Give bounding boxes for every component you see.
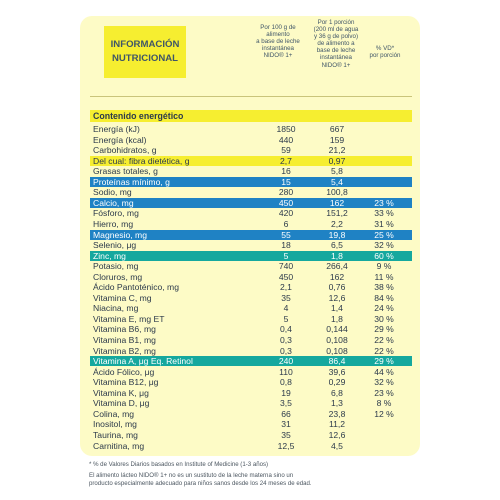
per-portion-value: 1,4 bbox=[331, 303, 343, 314]
per-100g-value: 19 bbox=[281, 387, 291, 398]
nutrient-label: Vitamina K, μg bbox=[93, 387, 149, 398]
per-100g-value: 440 bbox=[278, 134, 294, 145]
dv-percent: 11 % bbox=[374, 271, 394, 282]
table-row bbox=[90, 419, 412, 429]
per-portion-value: 39,6 bbox=[328, 366, 346, 377]
table-row bbox=[90, 156, 412, 166]
table-row bbox=[90, 230, 412, 240]
per-portion-value: 0,108 bbox=[326, 345, 348, 356]
per-100g-value: 110 bbox=[279, 366, 293, 377]
col1-header-line: NIDO® 1+ bbox=[263, 52, 293, 60]
per-portion-value: 5,4 bbox=[331, 176, 343, 187]
nutrient-label: Selenio, μg bbox=[93, 240, 137, 251]
per-portion-value: 19,8 bbox=[328, 229, 346, 240]
col3-header-line: por porción bbox=[369, 52, 401, 60]
per-portion-value: 86,4 bbox=[328, 356, 346, 367]
dv-percent: 32 % bbox=[374, 377, 394, 388]
per-100g-value: 3,5 bbox=[280, 398, 292, 409]
nutrient-label: Sodio, mg bbox=[93, 187, 132, 198]
column-header-dv bbox=[360, 45, 410, 59]
per-100g-value: 59 bbox=[281, 145, 291, 156]
per-portion-value: 159 bbox=[329, 134, 345, 145]
dv-percent: 12 % bbox=[374, 408, 394, 419]
table-row bbox=[90, 124, 412, 134]
per-100g-value: 18 bbox=[281, 240, 291, 251]
nutrient-label: Potasio, mg bbox=[93, 261, 139, 272]
table-row bbox=[90, 198, 412, 208]
table-row bbox=[90, 303, 412, 313]
table-row bbox=[90, 293, 412, 303]
per-100g-value: 2,7 bbox=[280, 155, 292, 166]
table-row bbox=[90, 251, 412, 261]
col2-header-line: (200 ml de agua bbox=[313, 26, 359, 34]
nutrient-label: Vitamina D, μg bbox=[93, 398, 150, 409]
per-100g-value: 12,5 bbox=[277, 440, 295, 451]
table-row bbox=[90, 135, 412, 145]
nutrient-label: Vitamina B12, μg bbox=[93, 377, 159, 388]
col1-header-line: instantánea bbox=[262, 45, 294, 53]
nutrient-label: Cloruros, mg bbox=[93, 271, 143, 282]
header-divider bbox=[90, 96, 412, 97]
per-portion-value: 12,6 bbox=[328, 429, 346, 440]
col1-header-line: Por 100 g de bbox=[260, 24, 296, 31]
col1-header-line: a base de leche bbox=[256, 38, 300, 46]
nutrient-label: Colina, mg bbox=[93, 408, 135, 419]
disclaimer-line-1: El alimento lácteo NIDO® 1+ no es un sustituto de la leche materna sino un bbox=[89, 472, 294, 479]
dv-percent: 22 % bbox=[374, 345, 394, 356]
nutrient-label: Vitamina A, μg Eq. Retinol bbox=[93, 356, 193, 367]
dv-percent: 29 % bbox=[374, 356, 394, 367]
dv-percent: 60 % bbox=[374, 250, 394, 261]
per-portion-value: 100,8 bbox=[326, 187, 348, 198]
table-row bbox=[90, 356, 412, 366]
nutrient-label: Energía (kJ) bbox=[93, 124, 140, 134]
per-100g-value: 0,4 bbox=[280, 324, 292, 335]
nutrient-label: Inositol, mg bbox=[93, 419, 137, 430]
table-row bbox=[90, 240, 412, 250]
per-100g-value: 420 bbox=[278, 208, 294, 219]
per-portion-value: 23,8 bbox=[328, 408, 346, 419]
per-portion-value: 6,8 bbox=[331, 387, 343, 398]
col3-header-line: % VD* bbox=[375, 45, 395, 52]
per-100g-value: 1850 bbox=[276, 124, 296, 134]
per-portion-value: 162 bbox=[329, 271, 345, 282]
dv-percent: 23 % bbox=[374, 197, 394, 208]
per-portion-value: 12,6 bbox=[328, 292, 346, 303]
dv-percent: 44 % bbox=[374, 366, 394, 377]
column-header-per-portion bbox=[306, 19, 366, 69]
table-row bbox=[90, 409, 412, 419]
per-100g-value: 16 bbox=[281, 166, 291, 177]
table-row bbox=[90, 166, 412, 176]
nutrient-label: Fósforo, mg bbox=[93, 208, 139, 219]
per-100g-value: 0,3 bbox=[280, 345, 292, 356]
per-portion-value: 667 bbox=[329, 124, 345, 134]
per-100g-value: 5 bbox=[283, 250, 289, 261]
col2-header-line: instantánea bbox=[320, 54, 352, 62]
nutrient-label: Grasas totales, g bbox=[93, 166, 158, 177]
per-100g-value: 450 bbox=[278, 271, 294, 282]
nutrient-label: Energía (kcal) bbox=[93, 134, 147, 145]
nutrient-label: Del cual: fibra dietética, g bbox=[93, 155, 190, 166]
per-100g-value: 280 bbox=[278, 187, 294, 198]
table-row bbox=[90, 346, 412, 356]
nutrient-label: Hierro, mg bbox=[93, 218, 134, 229]
table-row bbox=[90, 441, 412, 451]
table-row bbox=[90, 377, 412, 387]
title-line-2: NUTRICIONAL bbox=[111, 53, 179, 64]
dv-percent: 25 % bbox=[374, 229, 394, 240]
nutrient-label: Calcio, mg bbox=[93, 197, 134, 208]
nutrient-label: Ácido Fólico, μg bbox=[93, 366, 155, 377]
column-header-per-100g bbox=[248, 24, 308, 59]
per-100g-value: 66 bbox=[281, 408, 291, 419]
per-100g-value: 31 bbox=[281, 419, 291, 430]
per-100g-value: 740 bbox=[278, 261, 294, 272]
per-100g-value: 15 bbox=[281, 176, 291, 187]
per-portion-value: 2,2 bbox=[331, 218, 343, 229]
col2-header-line: y 36 g de polvo) bbox=[313, 33, 359, 41]
title-box bbox=[104, 26, 186, 78]
per-portion-value: 6,5 bbox=[331, 240, 343, 251]
dv-percent: 31 % bbox=[374, 218, 394, 229]
per-100g-value: 2,1 bbox=[280, 282, 292, 293]
nutrient-label: Carnitina, mg bbox=[93, 440, 145, 451]
dv-percent: 8 % bbox=[376, 398, 392, 409]
per-100g-value: 5 bbox=[283, 313, 289, 324]
dv-percent: 30 % bbox=[374, 313, 394, 324]
nutrient-label: Vitamina C, mg bbox=[93, 292, 152, 303]
per-portion-value: 1,8 bbox=[331, 313, 343, 324]
nutrient-label: Proteínas mínimo, g bbox=[93, 176, 170, 187]
per-portion-value: 0,97 bbox=[328, 155, 346, 166]
per-100g-value: 35 bbox=[281, 429, 291, 440]
per-portion-value: 0,144 bbox=[326, 324, 348, 335]
table-row bbox=[90, 145, 412, 155]
title-line-1: INFORMACIÓN bbox=[110, 39, 180, 50]
table-row bbox=[90, 398, 412, 408]
per-100g-value: 450 bbox=[278, 197, 294, 208]
dv-percent: 29 % bbox=[374, 324, 394, 335]
table-row bbox=[90, 177, 412, 187]
table-row bbox=[90, 219, 412, 229]
col2-header-line: NIDO® 1+ bbox=[321, 61, 351, 69]
dv-percent: 32 % bbox=[374, 240, 394, 251]
per-100g-value: 35 bbox=[281, 292, 291, 303]
nutrient-label: Zinc, mg bbox=[93, 250, 126, 261]
dv-percent: 24 % bbox=[374, 303, 394, 314]
per-100g-value: 4 bbox=[283, 303, 289, 314]
per-100g-value: 0,3 bbox=[280, 335, 292, 345]
per-100g-value: 0,8 bbox=[280, 377, 292, 388]
section-title: Contenido energético bbox=[93, 111, 184, 121]
nutrient-label: Vitamina E, mg ET bbox=[93, 313, 165, 324]
table-row bbox=[90, 208, 412, 218]
per-portion-value: 5,8 bbox=[331, 166, 343, 177]
dv-percent: 22 % bbox=[374, 335, 394, 345]
per-portion-value: 4,5 bbox=[331, 440, 343, 451]
per-100g-value: 6 bbox=[283, 218, 289, 229]
col2-header-line: Por 1 porción bbox=[317, 19, 355, 26]
dv-percent: 84 % bbox=[374, 292, 394, 303]
table-row bbox=[90, 335, 412, 345]
per-portion-value: 21,2 bbox=[328, 145, 346, 156]
col1-header-line: alimento bbox=[266, 31, 290, 39]
disclaimer-line-2: producto especialmente adecuado para niños sanos desde los 24 meses de edad. bbox=[89, 480, 312, 487]
per-portion-value: 0,108 bbox=[326, 335, 348, 345]
footnote: * % de Valores Diarios basados en Institute of Medicine (1-3 años) bbox=[89, 461, 269, 468]
dv-percent: 33 % bbox=[374, 208, 394, 219]
section-header bbox=[90, 110, 412, 122]
nutrient-label: Ácido Pantoténico, mg bbox=[93, 282, 179, 293]
nutrient-label: Vitamina B6, mg bbox=[93, 324, 156, 335]
nutrient-label: Taurina, mg bbox=[93, 429, 138, 440]
per-100g-value: 55 bbox=[281, 229, 291, 240]
table-row bbox=[90, 314, 412, 324]
nutrient-label: Vitamina B1, mg bbox=[93, 335, 156, 345]
dv-percent: 38 % bbox=[374, 282, 394, 293]
dv-percent: 23 % bbox=[374, 387, 394, 398]
col2-header-line: base de leche bbox=[316, 47, 356, 55]
per-portion-value: 266,4 bbox=[326, 261, 348, 272]
nutrient-label: Vitamina B2, mg bbox=[93, 345, 156, 356]
per-100g-value: 240 bbox=[278, 356, 294, 367]
col2-header-line: de alimento a bbox=[317, 40, 355, 48]
table-row bbox=[90, 388, 412, 398]
per-portion-value: 0,29 bbox=[328, 377, 346, 388]
nutrient-label: Carbohidratos, g bbox=[93, 145, 157, 156]
per-portion-value: 11,2 bbox=[328, 419, 346, 430]
table-row bbox=[90, 324, 412, 334]
per-portion-value: 1,8 bbox=[331, 250, 343, 261]
table-row bbox=[90, 272, 412, 282]
table-row bbox=[90, 367, 412, 377]
nutrition-panel bbox=[80, 16, 420, 456]
table-row bbox=[90, 430, 412, 440]
table-row bbox=[90, 187, 412, 197]
per-portion-value: 151,2 bbox=[326, 208, 348, 219]
table-row bbox=[90, 261, 412, 271]
table-row bbox=[90, 282, 412, 292]
nutrient-label: Niacina, mg bbox=[93, 303, 139, 314]
per-portion-value: 1,3 bbox=[331, 398, 343, 409]
per-portion-value: 0,76 bbox=[328, 282, 346, 293]
dv-percent: 9 % bbox=[376, 261, 392, 272]
per-portion-value: 162 bbox=[329, 197, 345, 208]
nutrient-label: Magnesio, mg bbox=[93, 229, 147, 240]
